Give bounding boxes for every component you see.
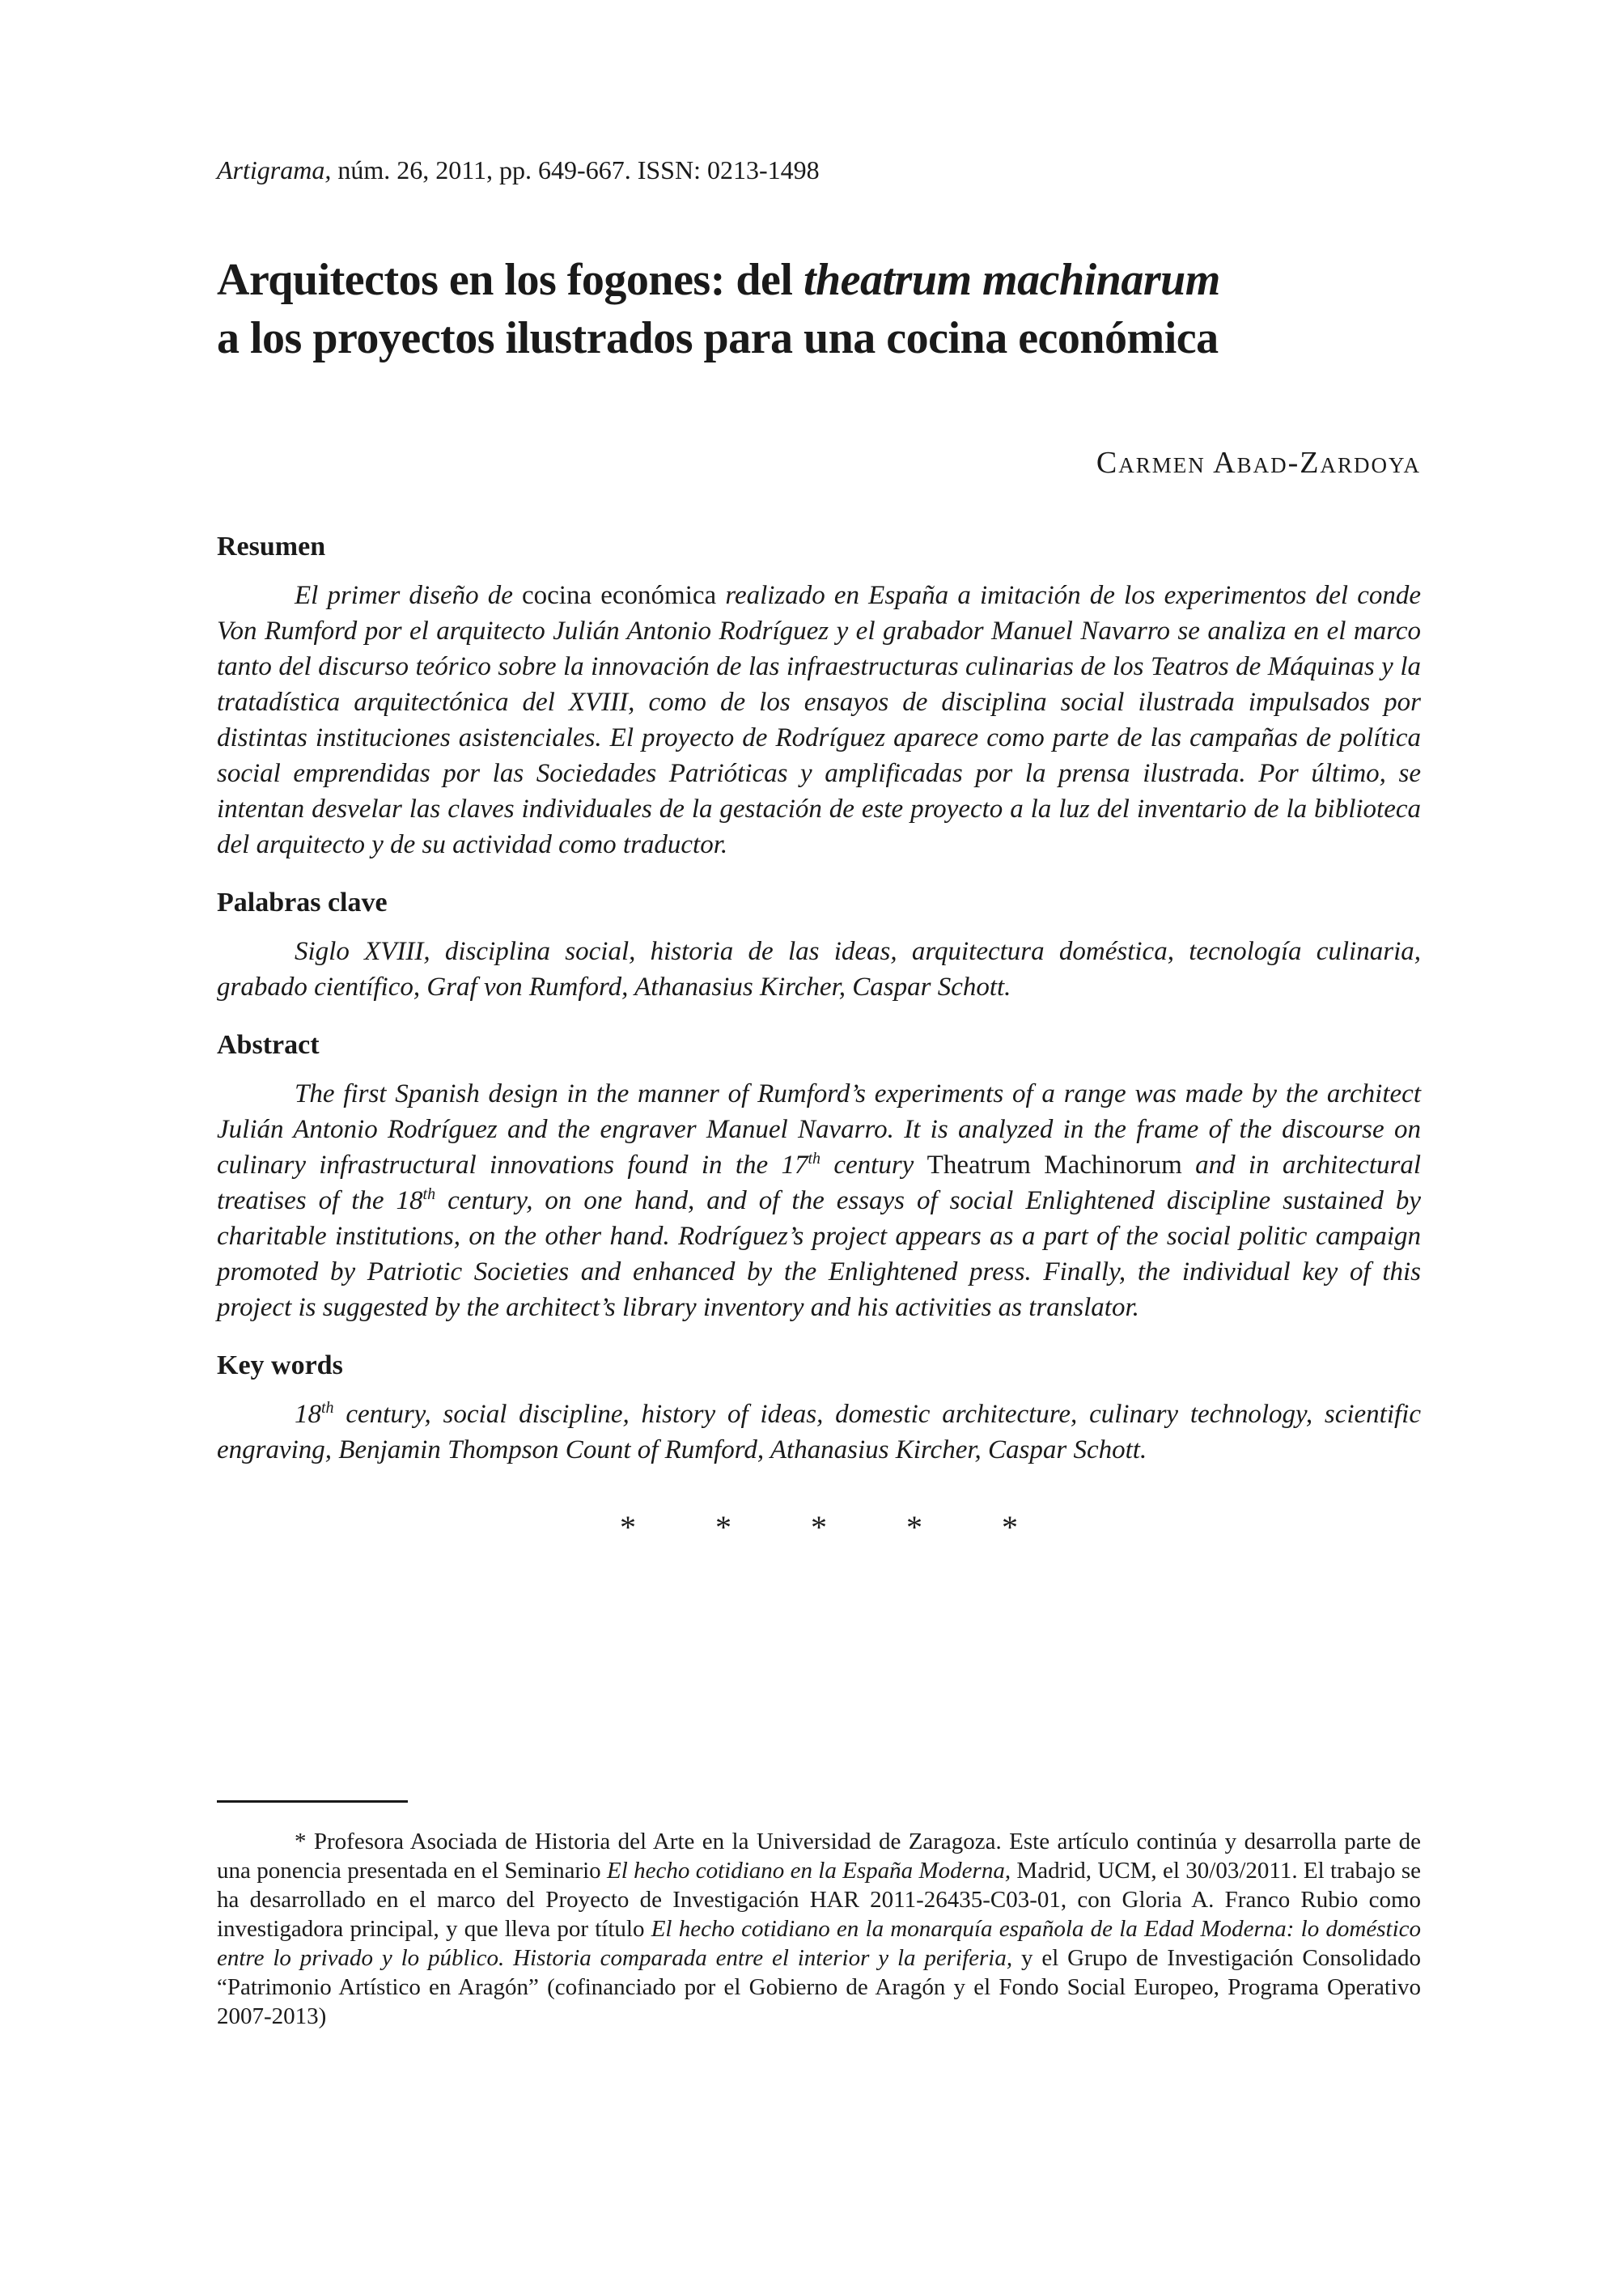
title-line1-italic: theatrum machinarum bbox=[803, 255, 1220, 305]
title-line2: a los proyectos ilustrados para una cocina económica bbox=[217, 313, 1219, 363]
key-words-heading: Key words bbox=[217, 1350, 343, 1380]
abstract-text-roman: Theatrum Machinorum bbox=[926, 1151, 1182, 1180]
abstract-text-part2: century bbox=[820, 1151, 927, 1180]
key-words-text-part2: century, social discipline, history of ideas, domestic architecture, culinary technology, scientific engraving, Benjamin Thompson Count of Rumford, Athanasius Kircher, Caspar Schott. bbox=[217, 1400, 1421, 1464]
journal-name: Artigrama, bbox=[217, 155, 332, 184]
key-words-sup: th bbox=[321, 1399, 334, 1417]
journal-citation bbox=[217, 154, 1421, 186]
resumen-text bbox=[217, 578, 1421, 863]
article-page bbox=[217, 154, 1421, 1546]
footnote-part3: y el Grupo de Investigación Consolidado “Patrimonio Artístico en Aragón” (cofinanciado por el Gobierno de Aragón y el Fondo Social Europeo, Programa Operativo 2007-2013) bbox=[217, 1945, 1421, 2029]
abstract-heading: Abstract bbox=[217, 1030, 320, 1060]
section-separator: * * * * * bbox=[620, 1509, 1054, 1545]
key-words-text bbox=[217, 1397, 1421, 1468]
resumen-text-part1: El primer diseño de bbox=[295, 581, 523, 610]
footnote-part2: Madrid, UCM, el 30/03/2011. El trabajo se ha desarrollado en el marco del Proyecto de Investigación HAR 2011-26435-C03-01, con Gloria A. Franco Rubio como investigadora principal, y que lleva por título bbox=[217, 1858, 1422, 1942]
palabras-clave-text: Siglo XVIII, disciplina social, historia de las ideas, arquitectura doméstica, tecnología culinaria, grabado científico, Graf von Rumford, Athanasius Kircher, Caspar Schott. bbox=[217, 937, 1421, 1002]
title-line1-plain: Arquitectos en los fogones: del bbox=[217, 255, 804, 305]
resumen-heading: Resumen bbox=[217, 532, 326, 562]
abstract-sup1: th bbox=[808, 1150, 821, 1168]
footnote-divider bbox=[217, 1800, 408, 1803]
resumen-text-part2: realizado en España a imitación de los experimentos del conde Von Rumford por el arquitecto Julián Antonio Rodríguez y el grabador Manuel Navarro se analiza en el marco tanto del discurso teórico sobre la innovación de las infraestructuras culinarias de los Teatros de Máquinas y la tratadística arquitectónica del XVIII, como de los ensayos de disciplina social ilustrada impulsados por distintas instituciones asistenciales. El proyecto de Rodríguez aparece como parte de las campañas de política social emprendidas por las Sociedades Patrióticas y amplificadas por la prensa ilustrada. Por último, se intentan desvelar las claves individuales de la gestación de este proyecto a la luz del inventario de la biblioteca del arquitecto y de su actividad como traductor. bbox=[217, 581, 1421, 859]
author-name: Carmen Abad-Zardoya bbox=[1096, 446, 1421, 480]
footnote-italic2: El hecho cotidiano en la monarquía española de la Edad Moderna: lo doméstico entre lo privado y lo público. Historia comparada entre el interior y la periferia, bbox=[217, 1916, 1421, 1971]
abstract-text-part1: The first Spanish design in the manner of Rumford’s experiments of a range was made by the architect Julián Antonio Rodríguez and the engraver Manuel Navarro. It is analyzed in the frame of the discourse on culinary infrastructural innovations found in the 17 bbox=[217, 1079, 1421, 1180]
journal-details: núm. 26, 2011, pp. 649-667. ISSN: 0213-1498 bbox=[331, 155, 820, 184]
key-words-text-part1: 18 bbox=[295, 1400, 321, 1429]
footnote-italic1: El hecho cotidiano en la España Moderna, bbox=[607, 1858, 1011, 1884]
footnote-part1: * Profesora Asociada de Historia del Arte en la Universidad de Zaragoza. Este artículo continúa y desarrolla parte de una ponencia presentada en el Seminario bbox=[217, 1829, 1421, 1884]
palabras-clave-heading: Palabras clave bbox=[217, 888, 388, 918]
resumen-text-roman: cocina económica bbox=[522, 581, 717, 610]
abstract-text-part3: and in architectural treatises of the 18 bbox=[217, 1151, 1421, 1215]
abstract-text bbox=[217, 1076, 1421, 1325]
footnote bbox=[217, 1827, 1421, 2031]
abstract-sup2: th bbox=[422, 1185, 436, 1203]
article-title bbox=[217, 251, 1421, 367]
abstract-text-part4: century, on one hand, and of the essays of social Enlightened discipline sustained by charitable institutions, on the other hand. Rodríguez’s project appears as a part of the social politic campaign promoted by Patriotic Societies and enhanced by the Enlightened press. Finally, the individual key of this project is suggested by the architect’s library inventory and his activities as translator. bbox=[217, 1186, 1421, 1322]
